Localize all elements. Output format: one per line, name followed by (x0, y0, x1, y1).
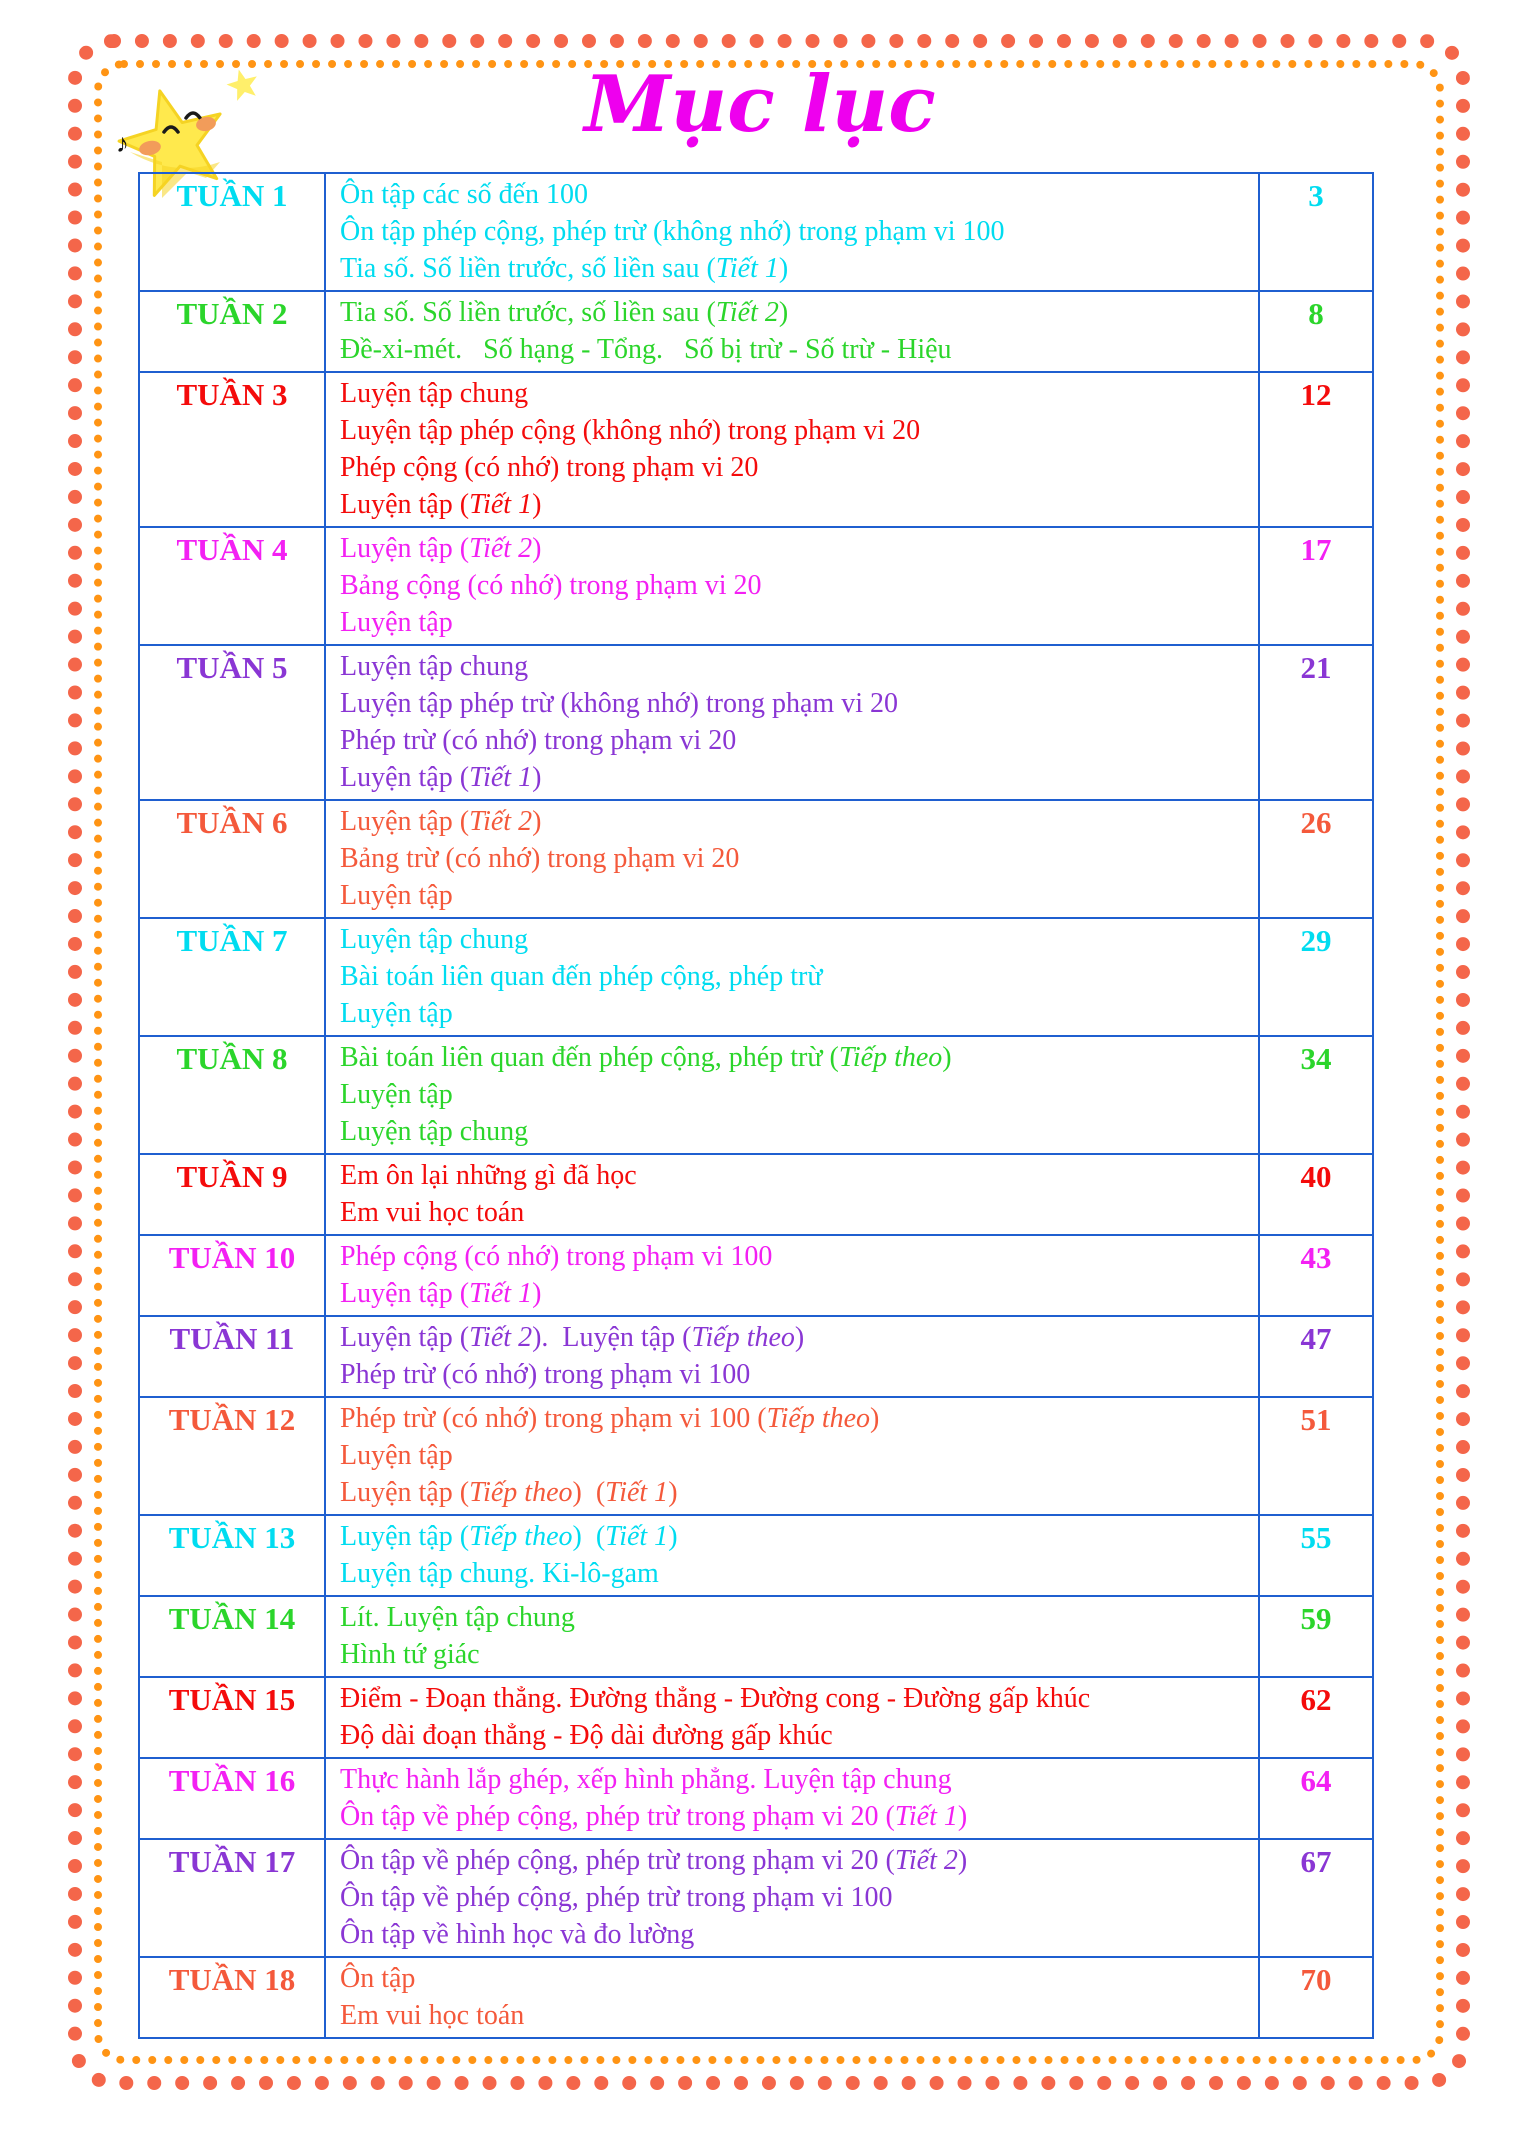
lesson-segment: Luyện tập chung (340, 651, 529, 682)
table-row (139, 1036, 1373, 1154)
lesson-segment: Luyện tập (340, 1440, 453, 1471)
lesson-line (340, 921, 1250, 958)
week-label: TUẦN 4 (139, 527, 325, 645)
table-row (139, 1397, 1373, 1515)
lessons-cell (325, 173, 1259, 291)
lesson-segment: Đề-xi-mét. Số hạng - Tổng. Số bị trừ - Số trừ - Hiệu (340, 334, 952, 365)
lesson-line (340, 1157, 1250, 1194)
lessons-cell (325, 527, 1259, 645)
lesson-segment: Bài toán liên quan đến phép cộng, phép trừ (340, 961, 823, 992)
lesson-segment: Luyện tập (340, 880, 453, 911)
lesson-segment: Em vui học toán (340, 1197, 525, 1228)
lessons-cell (325, 1596, 1259, 1677)
table-row (139, 173, 1373, 291)
lesson-segment: Luyện tập chung (340, 924, 529, 955)
lesson-segment: Luyện tập ( (340, 806, 470, 837)
week-label: TUẦN 3 (139, 372, 325, 527)
lesson-segment: ) (778, 297, 789, 328)
week-label: TUẦN 8 (139, 1036, 325, 1154)
lesson-segment: Luyện tập ( (340, 1521, 470, 1552)
lesson-line (340, 412, 1250, 449)
lessons-cell (325, 800, 1259, 918)
lesson-segment: ) (668, 1477, 678, 1508)
page-number: 3 (1259, 173, 1373, 291)
week-label: TUẦN 16 (139, 1758, 325, 1839)
page-number: 70 (1259, 1957, 1373, 2038)
table-row (139, 291, 1373, 372)
lesson-segment: Luyện tập ( (340, 489, 470, 520)
lesson-segment-italic: Tiết 1 (894, 1801, 958, 1832)
lessons-cell (325, 918, 1259, 1036)
page-number: 40 (1259, 1154, 1373, 1235)
lesson-segment-italic: Tiếp theo (691, 1322, 795, 1353)
lesson-segment: Ôn tập về phép cộng, phép trừ trong phạm vi 20 ( (340, 1801, 895, 1832)
lessons-cell (325, 1154, 1259, 1235)
lesson-segment: Luyện tập ( (340, 1278, 470, 1309)
lessons-cell (325, 1515, 1259, 1596)
lesson-line (340, 1437, 1250, 1474)
lesson-line (340, 1356, 1250, 1393)
lesson-segment: Ôn tập về phép cộng, phép trừ trong phạm vi 20 ( (340, 1845, 895, 1876)
week-label: TUẦN 6 (139, 800, 325, 918)
lesson-segment: Phép cộng (có nhớ) trong phạm vi 20 (340, 452, 759, 483)
lesson-line (340, 995, 1250, 1032)
lessons-cell (325, 1839, 1259, 1957)
week-label: TUẦN 15 (139, 1677, 325, 1758)
lesson-segment: Luyện tập ( (340, 533, 470, 564)
lessons-cell (325, 1235, 1259, 1316)
week-label: TUẦN 1 (139, 173, 325, 291)
lesson-segment: ) (778, 253, 789, 284)
lesson-segment: Bảng trừ (có nhớ) trong phạm vi 20 (340, 843, 740, 874)
lesson-segment: ) ( (572, 1521, 606, 1552)
lesson-segment: Phép trừ (có nhớ) trong phạm vi 100 ( (340, 1403, 767, 1434)
lesson-segment: ) (794, 1322, 805, 1353)
week-label: TUẦN 17 (139, 1839, 325, 1957)
lesson-line (340, 958, 1250, 995)
week-label: TUẦN 2 (139, 291, 325, 372)
lesson-segment: Luyện tập (340, 1079, 453, 1110)
lesson-line (340, 877, 1250, 914)
lesson-segment: Bài toán liên quan đến phép cộng, phép trừ ( (340, 1042, 839, 1073)
week-label: TUẦN 5 (139, 645, 325, 800)
lesson-line (340, 722, 1250, 759)
lesson-line (340, 449, 1250, 486)
lesson-line (340, 1798, 1250, 1835)
lesson-segment: ) (532, 533, 542, 564)
lesson-line (340, 1474, 1250, 1511)
lesson-segment: Ôn tập về hình học và đo lường (340, 1919, 695, 1950)
lesson-segment: Hình tứ giác (340, 1639, 480, 1670)
lesson-line (340, 530, 1250, 567)
table-row (139, 1758, 1373, 1839)
lesson-line (340, 1916, 1250, 1953)
week-label: TUẦN 11 (139, 1316, 325, 1397)
lesson-line (340, 1636, 1250, 1673)
lesson-segment: Luyện tập ( (340, 1322, 470, 1353)
week-label: TUẦN 18 (139, 1957, 325, 2038)
lesson-segment: Bảng cộng (có nhớ) trong phạm vi 20 (340, 570, 762, 601)
lessons-cell (325, 1397, 1259, 1515)
lesson-segment: ) (532, 762, 542, 793)
lesson-segment: Phép trừ (có nhớ) trong phạm vi 20 (340, 725, 737, 756)
week-label: TUẦN 9 (139, 1154, 325, 1235)
lesson-segment-italic: Tiết 2 (469, 806, 533, 837)
lessons-cell (325, 1677, 1259, 1758)
lesson-line (340, 1717, 1250, 1754)
toc-table-container (138, 172, 1374, 2039)
lesson-segment-italic: Tiết 1 (469, 762, 533, 793)
toc-table-body (139, 173, 1373, 2038)
lesson-segment: Ôn tập các số đến 100 (340, 179, 589, 210)
lesson-line (340, 1039, 1250, 1076)
table-row (139, 1596, 1373, 1677)
table-row (139, 1515, 1373, 1596)
page-number: 26 (1259, 800, 1373, 918)
table-row (139, 1154, 1373, 1235)
lesson-line (340, 486, 1250, 523)
lesson-line (340, 604, 1250, 641)
page-title: Mục lục (584, 59, 936, 150)
lesson-segment: Em vui học toán (340, 2000, 525, 2031)
page-number: 29 (1259, 918, 1373, 1036)
lesson-line (340, 1518, 1250, 1555)
lesson-line (340, 1842, 1250, 1879)
lesson-segment: Phép trừ (có nhớ) trong phạm vi 100 (340, 1359, 751, 1390)
lesson-segment: ) (870, 1403, 880, 1434)
lesson-segment: Phép cộng (có nhớ) trong phạm vi 100 (340, 1241, 773, 1272)
page-number: 64 (1259, 1758, 1373, 1839)
week-label: TUẦN 14 (139, 1596, 325, 1677)
lesson-segment: Lít. Luyện tập chung (340, 1602, 575, 1633)
lesson-segment: ) (942, 1042, 952, 1073)
lessons-cell (325, 1036, 1259, 1154)
lesson-line (340, 1997, 1250, 2034)
lesson-line (340, 759, 1250, 796)
table-row (139, 1839, 1373, 1957)
lesson-segment-italic: Tiết 2 (894, 1845, 958, 1876)
page-number: 55 (1259, 1515, 1373, 1596)
week-label: TUẦN 10 (139, 1235, 325, 1316)
lesson-segment: ) ( (572, 1477, 606, 1508)
table-row (139, 645, 1373, 800)
lesson-segment: Luyện tập chung. Ki-lô-gam (340, 1558, 659, 1589)
lesson-segment: Thực hành lắp ghép, xếp hình phẳng. Luyện tập chung (340, 1764, 952, 1795)
lesson-segment: Luyện tập chung (340, 378, 529, 409)
table-row (139, 1957, 1373, 2038)
page-number: 51 (1259, 1397, 1373, 1515)
lesson-segment: ) (957, 1801, 968, 1832)
page-number: 17 (1259, 527, 1373, 645)
page-number: 59 (1259, 1596, 1373, 1677)
lesson-segment: Luyện tập phép cộng (không nhớ) trong phạm vi 20 (340, 415, 921, 446)
lesson-line (340, 1076, 1250, 1113)
lesson-segment: Luyện tập phép trừ (không nhớ) trong phạm vi 20 (340, 688, 898, 719)
lesson-segment: ) (532, 489, 542, 520)
week-label: TUẦN 13 (139, 1515, 325, 1596)
lesson-line (340, 840, 1250, 877)
lesson-segment: Ôn tập về phép cộng, phép trừ trong phạm vi 100 (340, 1882, 893, 1913)
week-label: TUẦN 7 (139, 918, 325, 1036)
lesson-segment: ) (668, 1521, 678, 1552)
lesson-segment-italic: Tiếp theo (838, 1042, 943, 1073)
lesson-line (340, 1680, 1250, 1717)
lesson-line (340, 1599, 1250, 1636)
lesson-segment: Luyện tập ( (340, 1477, 470, 1508)
lesson-line (340, 375, 1250, 412)
lesson-segment-italic: Tiết 1 (605, 1521, 669, 1552)
lesson-segment: Điểm - Đoạn thẳng. Đường thẳng - Đường cong - Đường gấp khúc (340, 1683, 1091, 1714)
lesson-line (340, 1555, 1250, 1592)
lesson-segment-italic: Tiếp theo (766, 1403, 871, 1434)
lesson-segment-italic: Tiết 1 (469, 489, 533, 520)
lesson-line (340, 1761, 1250, 1798)
lesson-segment: Em ôn lại những gì đã học (340, 1160, 637, 1191)
lesson-line (340, 1960, 1250, 1997)
table-row (139, 1316, 1373, 1397)
lesson-line (340, 213, 1250, 250)
lesson-segment-italic: Tiết 1 (715, 253, 779, 284)
toc-table (138, 172, 1374, 2039)
lesson-segment: Độ dài đoạn thẳng - Độ dài đường gấp khúc (340, 1720, 833, 1751)
lesson-segment-italic: Tiết 2 (469, 1322, 533, 1353)
lesson-segment: ) (957, 1845, 968, 1876)
table-row (139, 918, 1373, 1036)
lesson-line (340, 1400, 1250, 1437)
lesson-segment: ) (532, 1278, 542, 1309)
table-row (139, 800, 1373, 918)
page-number: 43 (1259, 1235, 1373, 1316)
lessons-cell (325, 291, 1259, 372)
music-note-icon: ♪ (116, 129, 129, 158)
lesson-segment: Tia số. Số liền trước, số liền sau ( (340, 253, 716, 284)
page-number: 21 (1259, 645, 1373, 800)
lesson-segment: ). Luyện tập ( (532, 1322, 692, 1353)
page-number: 8 (1259, 291, 1373, 372)
lesson-line (340, 1275, 1250, 1312)
lesson-line (340, 1879, 1250, 1916)
lessons-cell (325, 1957, 1259, 2038)
lesson-segment: Ôn tập phép cộng, phép trừ (không nhớ) trong phạm vi 100 (340, 216, 1005, 247)
lesson-segment-italic: Tiết 2 (715, 297, 779, 328)
lesson-segment: Luyện tập ( (340, 762, 470, 793)
week-label: TUẦN 12 (139, 1397, 325, 1515)
page-number: 34 (1259, 1036, 1373, 1154)
lessons-cell (325, 1316, 1259, 1397)
lesson-segment-italic: Tiết 1 (605, 1477, 669, 1508)
lesson-line (340, 331, 1250, 368)
lesson-segment: Luyện tập (340, 607, 453, 638)
lesson-line (340, 1113, 1250, 1150)
lesson-line (340, 1238, 1250, 1275)
lesson-line (340, 685, 1250, 722)
table-row (139, 527, 1373, 645)
table-row (139, 1235, 1373, 1316)
lesson-line (340, 1319, 1250, 1356)
lessons-cell (325, 1758, 1259, 1839)
lesson-segment-italic: Tiếp theo (469, 1521, 573, 1552)
lesson-line (340, 803, 1250, 840)
lesson-segment: Tia số. Số liền trước, số liền sau ( (340, 297, 716, 328)
lessons-cell (325, 372, 1259, 527)
lesson-line (340, 567, 1250, 604)
page-number: 67 (1259, 1839, 1373, 1957)
lesson-segment: ) (532, 806, 542, 837)
lesson-line (340, 1194, 1250, 1231)
lesson-line (340, 294, 1250, 331)
page-number: 62 (1259, 1677, 1373, 1758)
lesson-segment: Luyện tập (340, 998, 453, 1029)
lesson-segment: Ôn tập (340, 1963, 416, 1994)
page-number: 12 (1259, 372, 1373, 527)
table-row (139, 1677, 1373, 1758)
lesson-segment-italic: Tiếp theo (469, 1477, 573, 1508)
lesson-segment: Luyện tập chung (340, 1116, 529, 1147)
lesson-segment-italic: Tiết 2 (469, 533, 533, 564)
table-row (139, 372, 1373, 527)
lesson-line (340, 176, 1250, 213)
lesson-segment-italic: Tiết 1 (469, 1278, 533, 1309)
lessons-cell (325, 645, 1259, 800)
lesson-line (340, 648, 1250, 685)
lesson-line (340, 250, 1250, 287)
page-number: 47 (1259, 1316, 1373, 1397)
